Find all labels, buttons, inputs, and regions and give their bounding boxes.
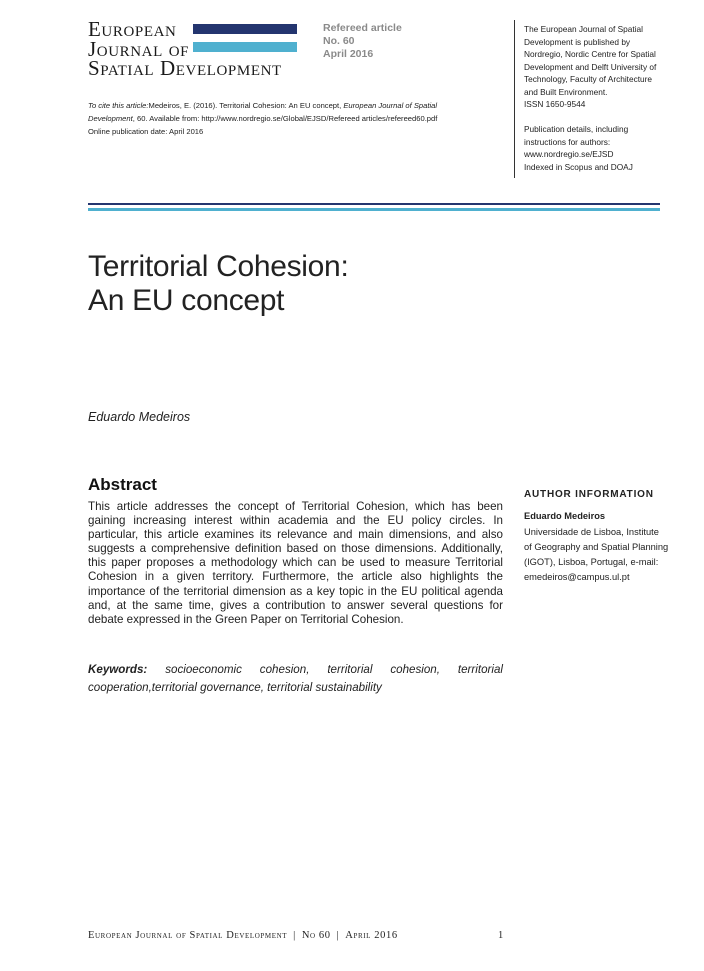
citation-journal: European Journal of Spatial [343, 101, 438, 110]
article-info [323, 22, 402, 61]
author-info-name: Eduardo Medeiros [524, 511, 606, 521]
title-line-2: An EU concept [88, 284, 285, 317]
footer-date: April 2016 [345, 930, 398, 941]
page-footer: European Journal of Spatial Development | No 60 | April 2016 [88, 930, 398, 941]
keywords [88, 661, 503, 696]
footer-issue: No 60 [301, 930, 331, 941]
author-name: Eduardo Medeiros [88, 410, 191, 424]
article-type: Refereed article [323, 22, 402, 34]
abstract-text: This article addresses the concept of Territorial Cohesion, which has been gaining increasing interest within academia and the EU policy circles. In particular, this article examines its relevance and main dimensions, and also suggests a comprehensive definition based on those dimensions. Additionally, this paper proposes a methodology which can be used to measure Territorial Cohesion in a given territory. Furthermore, the article also highlights the importance of the territorial dimension as a key topic in the EU political agenda and, at the same time, gives a contribution to answer several questions for debate expressed in the Green Paper on Territorial Cohesion. [88, 500, 503, 626]
publication-details-line: instructions for authors: [524, 136, 611, 147]
publisher-info [524, 23, 674, 173]
title-line-1: Territorial Cohesion: [88, 250, 349, 283]
indexing-info: Indexed in Scopus and DOAJ [524, 161, 633, 172]
page-number: 1 [498, 930, 504, 941]
article-title [88, 250, 348, 318]
publisher-line: and Built Environment. [524, 86, 608, 97]
logo-line-1: European [88, 17, 177, 41]
citation-text: Medeiros, E. (2016). Territorial Cohesion: An EU concept, [148, 101, 344, 110]
publisher-line: Development is published by [524, 36, 631, 47]
issn: ISSN 1650-9544 [524, 99, 586, 109]
publisher-line: Nordregio, Nordic Centre for Spatial [524, 49, 656, 59]
publisher-line: The European Journal of Spatial [524, 24, 644, 34]
author-info-heading: AUTHOR INFORMATION [524, 489, 654, 500]
logo-bar-dark [193, 24, 297, 34]
citation-journal-cont: Development [88, 114, 133, 123]
logo-bar-light [193, 42, 297, 52]
header-rule-light [88, 208, 660, 211]
keywords-text: socioeconomic cohesion, territorial cohesion, territorial cooperation,territorial governance, territorial sustainability [88, 663, 503, 694]
header-rule-dark [88, 203, 660, 205]
citation-url[interactable]: , 60. Available from: http://www.nordregio.se/Global/EJSD/Refereed articles/refereed60.pdf [132, 114, 438, 123]
logo-line-3: Spatial Development [88, 56, 282, 80]
publication-details-line: Publication details, including [524, 124, 629, 134]
abstract-heading: Abstract [88, 475, 157, 494]
header-divider [514, 20, 515, 178]
footer-journal: European Journal of Spatial Development [88, 930, 288, 941]
citation-block [88, 99, 508, 138]
citation-line-1 [88, 99, 508, 112]
issue-number: No. 60 [323, 35, 355, 47]
issue-date: April 2016 [323, 48, 374, 60]
publisher-line: Development and Delft University of [524, 61, 657, 72]
citation-line-2 [88, 112, 508, 125]
citation-label: To cite this article: [88, 101, 149, 110]
logo-line-2: Journal of [88, 36, 190, 61]
online-publication-date: Online publication date: April 2016 [88, 127, 204, 136]
publisher-line: Technology, Faculty of Architecture [524, 74, 653, 84]
journal-url-link[interactable]: www.nordregio.se/EJSD [524, 149, 614, 159]
author-info-affiliation: Universidade de Lisboa, Institute of Geography and Spatial Planning (IGOT), Lisboa, Portugal, e-mail: emedeiros@campus.ul.pt [524, 527, 669, 582]
keywords-label: Keywords: [88, 663, 148, 676]
